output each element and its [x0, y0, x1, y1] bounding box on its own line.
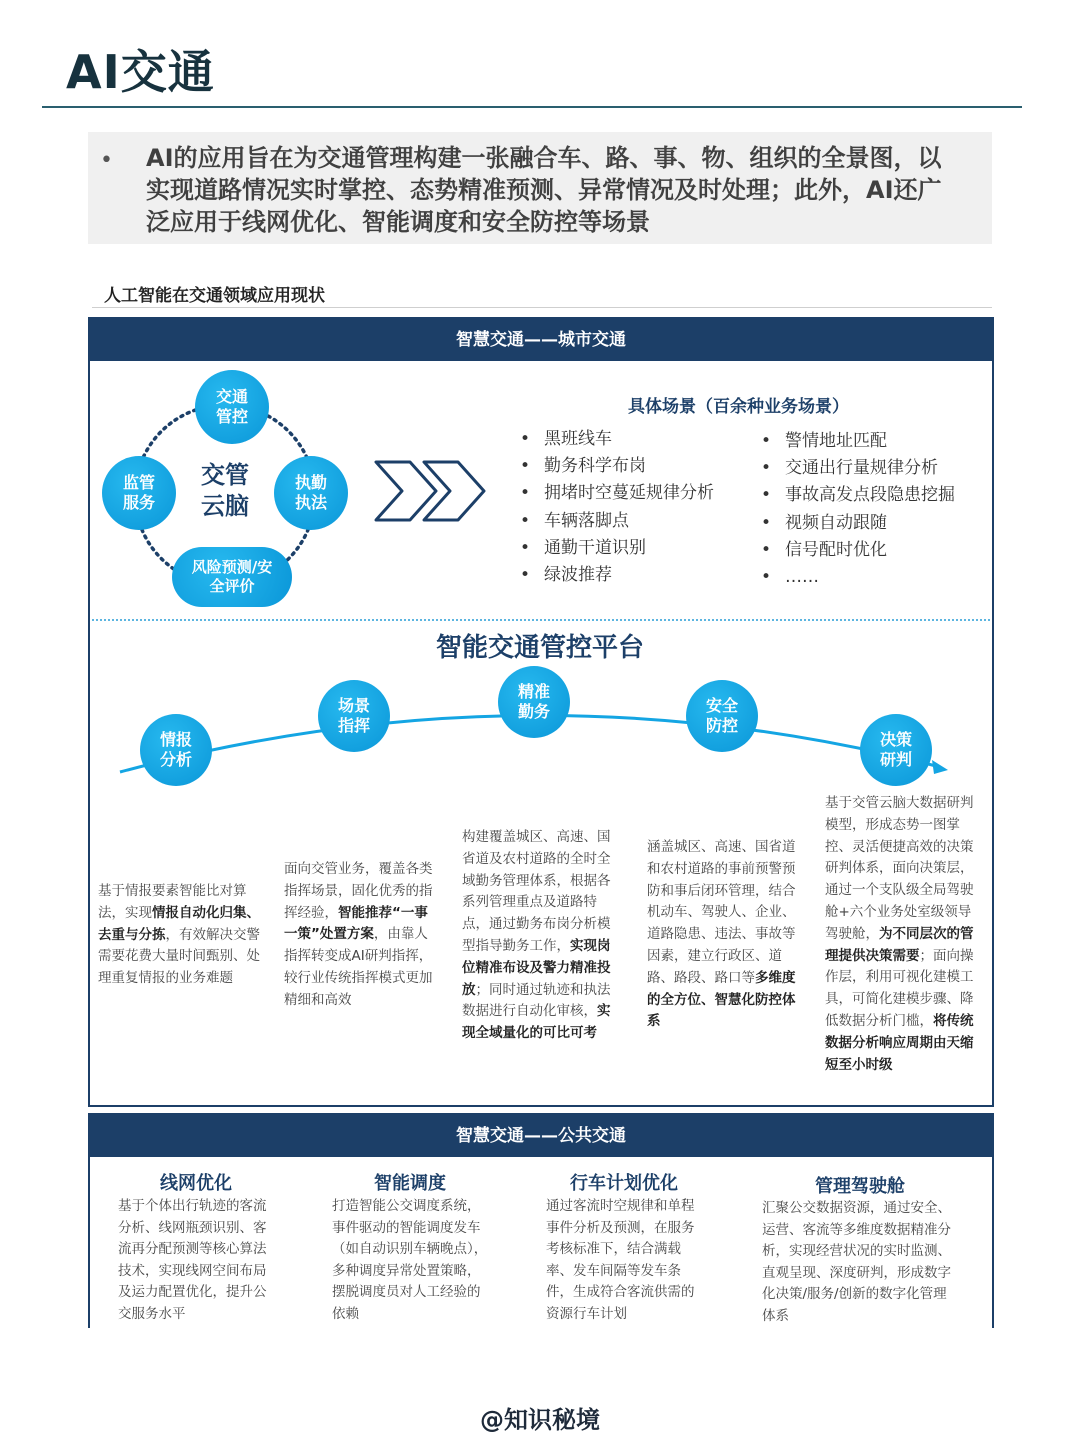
- node-traffic-control: 交通管控: [195, 370, 269, 444]
- node-supervision-service: 监管服务: [102, 456, 176, 530]
- scenarios-right-list: [757, 428, 955, 591]
- desc-intelligence: 基于情报要素智能比对算法，实现情报自动化归集、去重与分拣，有效解决交警需要花费大量时间甄别、处理重复情报的业务难题: [98, 883, 260, 987]
- list-item: • 事故高发点段隐患挖掘: [757, 482, 955, 509]
- pt-text-schedule: 通过客流时空规律和单程事件分析及预测，在服务考核标准下，结合满载率、发车间隔等发车条件，生成符合客流供需的资源行车计划: [546, 1198, 695, 1322]
- city-traffic-header: 智慧交通——城市交通: [88, 317, 994, 361]
- platform-node-decision: 决策研判: [860, 714, 932, 786]
- pt-text-dispatch: 打造智能公交调度系统，事件驱动的智能调度发车（如自动识别车辆晚点），多种调度异常处置策略，摆脱调度员对人工经验的依赖: [332, 1198, 488, 1322]
- desc-duty: 构建覆盖城区、高速、国省道及农村道路的全时全域勤务管理体系，根据各系列管理重点及道路特点，通过勤务布岗分析模型指导勤务工作，实现岗位精准布设及警力精准投放；同时通过轨迹和执法数据进行自动化审核，实现全域量化的可比可考: [462, 829, 611, 1042]
- platform-node-intelligence: 情报分析: [140, 714, 212, 786]
- scenarios-left-list: [516, 426, 714, 589]
- list-item: • 交通出行量规律分析: [757, 455, 955, 482]
- list-item: • 黑班线车: [516, 426, 714, 453]
- pt-text-cockpit: 汇聚公交数据资源，通过安全、运营、客流等多维度数据精准分析，实现经营状况的实时监测、直观呈现、深度研判，形成数字化决策/服务/创新的数字化管理体系: [762, 1200, 951, 1324]
- list-item: • 信号配时优化: [757, 537, 955, 564]
- section-caption: 人工智能在交通领域应用现状: [104, 286, 325, 306]
- pt-text-network: 基于个体出行轨迹的客流分析、线网瓶颈识别、客流再分配预测等核心算法技术，实现线网空间布局及运力配置优化，提升公交服务水平: [118, 1198, 267, 1322]
- pt-title-network: 线网优化: [160, 1173, 232, 1194]
- traffic-brain-label: 交管云脑: [201, 461, 249, 520]
- page-title: AI交通: [66, 45, 215, 99]
- watermark: @知识秘境: [480, 1406, 600, 1434]
- list-item: • 通勤干道识别: [516, 535, 714, 562]
- pt-title-dispatch: 智能调度: [374, 1173, 446, 1194]
- platform-node-command: 场景指挥: [318, 680, 390, 752]
- pt-title-schedule: 行车计划优化: [570, 1173, 678, 1194]
- desc-security: 涵盖城区、高速、国省道和农村道路的事前预警预防和事后闭环管理，结合机动车、驾驶人、企业、道路隐患、违法、事故等因素，建立行政区、道路、路段、路口等多维度的全方位、智慧化防控体系: [647, 839, 796, 1030]
- platform-node-security: 安全防控: [686, 680, 758, 752]
- list-item: • 勤务科学布岗: [516, 453, 714, 480]
- list-item: • ……: [757, 564, 955, 591]
- summary-text: AI的应用旨在为交通管理构建一张融合车、路、事、物、组织的全景图，以实现道路情况实时掌控、态势精准预测、异常情况及时处理；此外，AI还广泛应用于线网优化、智能调度和安全防控等场景: [146, 144, 942, 236]
- node-risk-prediction: 风险预测/安全评价: [172, 547, 292, 607]
- title-divider: [42, 106, 1022, 108]
- summary-bullet: •: [100, 148, 113, 173]
- list-item: • 拥堵时空蔓延规律分析: [516, 480, 714, 507]
- desc-command: 面向交管业务，覆盖各类指挥场景，固化优秀的指挥经验，智能推荐“一事一策”处置方案，由靠人指挥转变成AI研判指挥，较行业传统指挥模式更加精细和高效: [284, 861, 433, 1008]
- list-item: • 车辆落脚点: [516, 508, 714, 535]
- crop-mask: [80, 1328, 1000, 1388]
- pt-title-cockpit: 管理驾驶舱: [815, 1176, 905, 1197]
- list-item: • 视频自动跟随: [757, 510, 955, 537]
- caption-divider: [92, 307, 992, 308]
- section-divider: [92, 619, 990, 621]
- chevron-arrow-icon: [372, 458, 496, 524]
- node-enforcement: 执勤执法: [274, 456, 348, 530]
- list-item: • 警情地址匹配: [757, 428, 955, 455]
- scenarios-title: 具体场景（百余种业务场景）: [628, 397, 849, 417]
- platform-node-duty: 精准勤务: [498, 666, 570, 738]
- list-item: • 绿波推荐: [516, 562, 714, 589]
- platform-title: 智能交通管控平台: [435, 633, 644, 663]
- desc-decision: 基于交管云脑大数据研判模型，形成态势一图掌控、灵活便捷高效的决策研判体系，面向决策层，通过一个支队级全局驾驶舱+六个业务处室级领导驾驶舱，为不同层次的管理提供决策需要；面向操作层，利用可视化建模工具，可简化建模步骤、降低数据分析门槛，将传统数据分析响应周期由天缩短至小时级: [825, 795, 974, 1073]
- public-transport-header: 智慧交通——公共交通: [88, 1113, 994, 1157]
